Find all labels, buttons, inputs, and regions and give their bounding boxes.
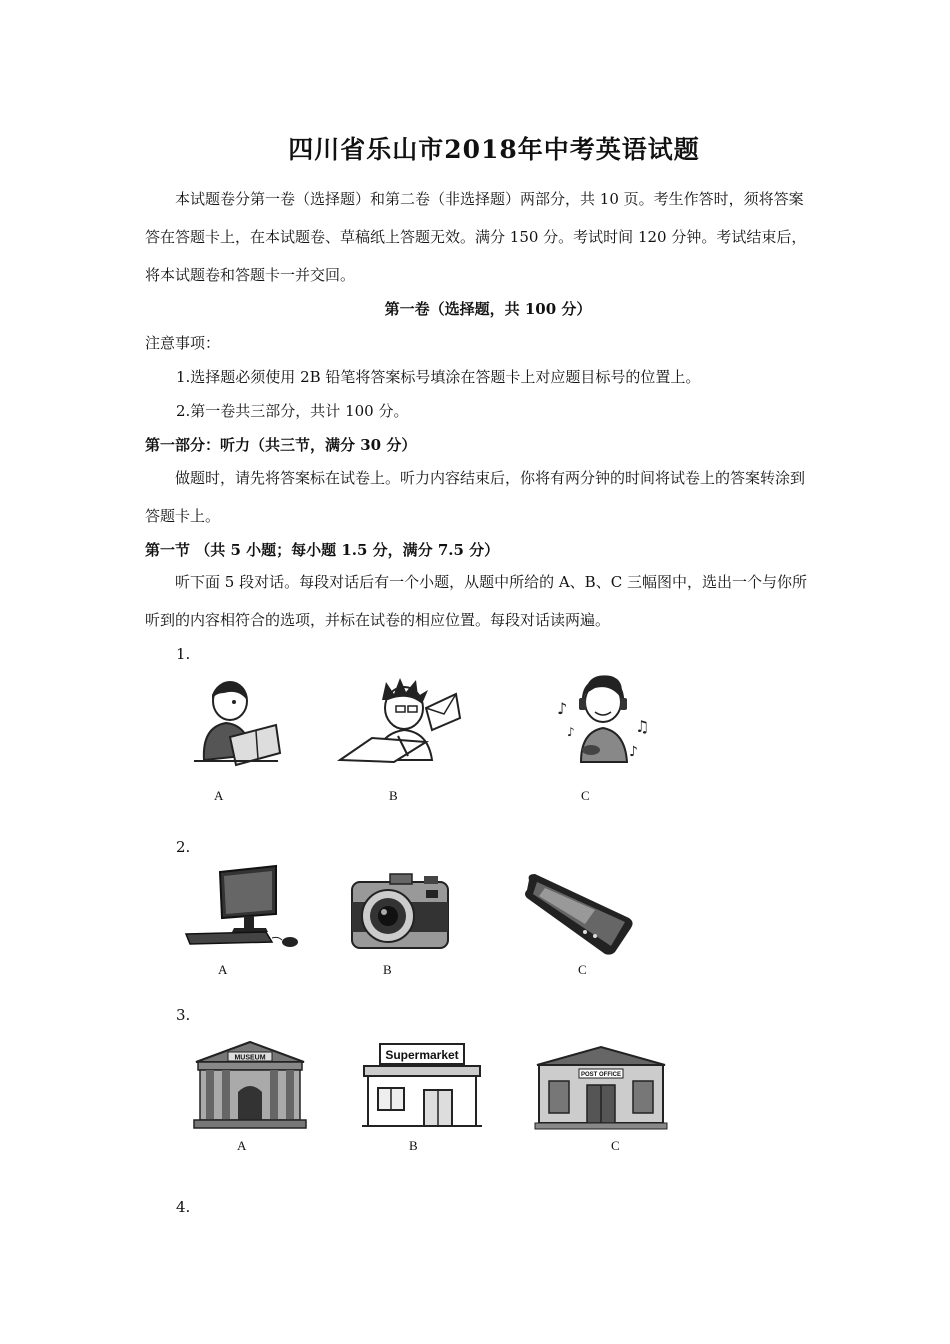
note-1: 1.选择题必须使用 2B 铅笔将答案标号填涂在答题卡上对应题目标号的位置上。	[176, 368, 701, 386]
question-1-number: 1.	[176, 645, 191, 663]
boy-listening-music-icon	[555, 672, 650, 767]
part1-instructions: 做题时，请先将答案标在试卷上。听力内容结束后，你将有两分钟的时间将试卷上的答案转涂到答题卡上。	[145, 469, 806, 525]
question-2-number: 2.	[176, 838, 191, 856]
volume1-heading: 第一卷（选择题，共 100 分）	[384, 300, 592, 318]
question-4-number: 4.	[176, 1198, 191, 1216]
boy-writing-letter-icon	[338, 678, 468, 763]
intro-paragraph: 本试题卷分第一卷（选择题）和第二卷（非选择题）两部分，共 10 页。考生作答时，须将答案答在答题卡上，在本试题卷、草稿纸上答题无效。满分 150 分。考试时间 120 分钟。考试结束后，将本试题卷和答题卡一并交回。	[145, 190, 807, 284]
question-1-option-c: C	[581, 788, 590, 803]
question-2-option-c: C	[578, 962, 587, 977]
svg-text:♫: ♫	[635, 717, 650, 736]
question-1-option-b: B	[389, 788, 398, 803]
question-3-option-a: A	[237, 1138, 247, 1153]
camera-icon	[350, 872, 450, 952]
supermarket-building-icon	[360, 1042, 485, 1132]
svg-text:♪: ♪	[567, 725, 575, 739]
museum-building-icon	[192, 1040, 307, 1130]
computer-icon	[182, 866, 307, 954]
question-2-option-a: A	[218, 962, 228, 977]
svg-text:♪: ♪	[629, 744, 638, 760]
question-2-option-b: B	[383, 962, 392, 977]
section1-instructions: 听下面 5 段对话。每段对话后有一个小题，从题中所给的 A、B、C 三幅图中，选出一个与你所听到的内容相符合的选项，并标在试卷的相应位置。每段对话读两遍。	[145, 573, 807, 629]
question-3-option-c: C	[611, 1138, 620, 1153]
question-1-option-a: A	[214, 788, 224, 803]
boy-reading-icon	[190, 675, 285, 765]
smartphone-icon	[525, 874, 635, 954]
notes-label: 注意事项：	[145, 334, 221, 352]
museum-sign: MUSEUM	[234, 1054, 266, 1062]
post-office-sign: POST OFFICE	[580, 1072, 622, 1078]
section1-heading: 第一节 （共 5 小题；每小题 1.5 分，满分 7.5 分）	[145, 541, 500, 559]
question-3-number: 3.	[176, 1006, 191, 1024]
page-title: 四川省乐山市2018年中考英语试题	[288, 135, 700, 164]
svg-text:♪: ♪	[557, 699, 568, 718]
question-3-option-b: B	[409, 1138, 418, 1153]
note-2: 2.第一卷共三部分，共计 100 分。	[176, 402, 409, 420]
supermarket-sign: Supermarket	[385, 1048, 459, 1062]
post-office-building-icon	[535, 1045, 670, 1130]
part1-heading: 第一部分：听力（共三节，满分 30 分）	[145, 436, 417, 454]
